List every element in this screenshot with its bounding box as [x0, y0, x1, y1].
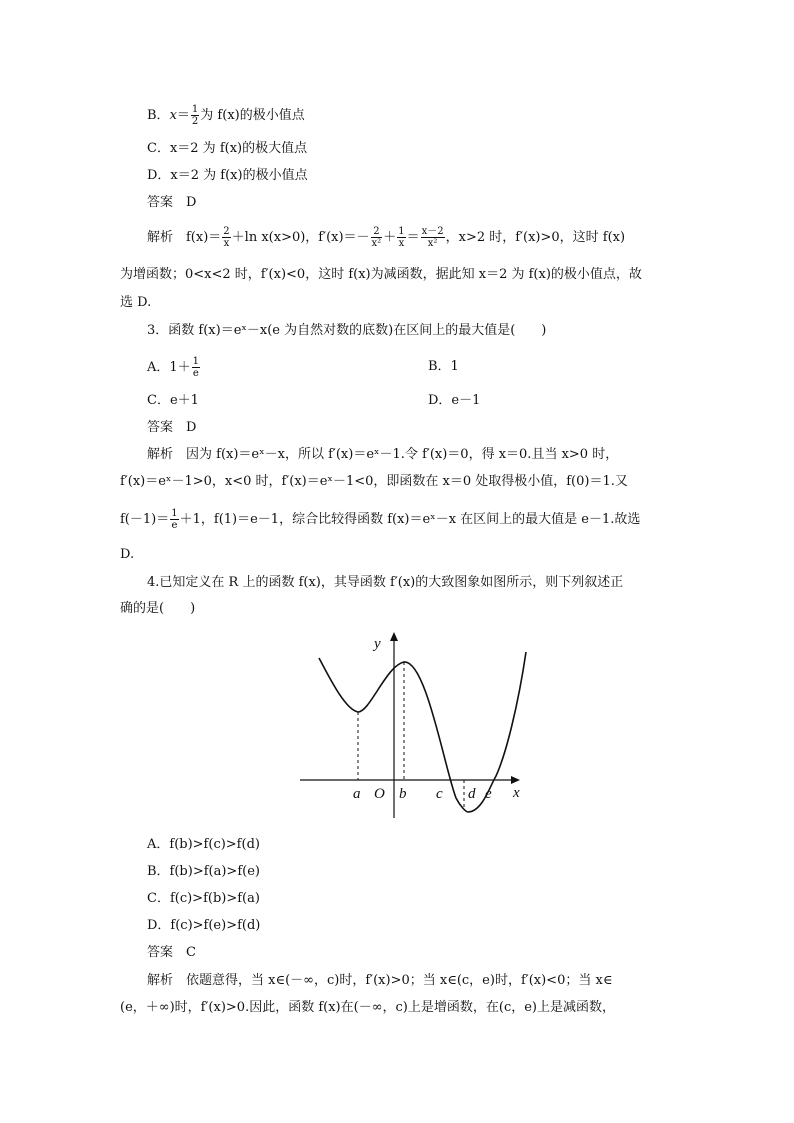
question-3: 3．函数 f(x)＝eˣ－x(e 为自然对数的底数)在区间上的最大值是( ) — [147, 323, 547, 338]
option-b-q2: B．x＝ $\frac{1}{2}$ 为 f(x)的极小值点 — [147, 104, 305, 127]
label-c: c — [436, 786, 443, 802]
solution-q4-line2: (e，＋∞)时，f′(x)>0.因此，函数 f(x)在(－∞，c)上是增函数，在(c，e)上是减函数， — [120, 1000, 615, 1015]
option-c-q2: C．x＝2 为 f(x)的极大值点 — [147, 141, 308, 156]
solution-q2-line3: 选 D. — [120, 295, 152, 310]
option-c-q4: C．f(c)>f(b)>f(a) — [147, 891, 260, 906]
option-a-q4: A．f(b)>f(c)>f(d) — [147, 837, 260, 852]
label-d: d — [468, 786, 476, 802]
derivative-curve — [319, 652, 526, 812]
option-d-q4: D．f(c)>f(e)>f(d) — [147, 918, 261, 933]
answer-q4: 答案 C — [147, 945, 196, 960]
derivative-graph-figure — [286, 626, 534, 822]
question-4-line1: 4.已知定义在 R 上的函数 f(x)，其导函数 f′(x)的大致图象如图所示，则下列叙述正 — [147, 575, 624, 590]
solution-q4-line1: 解析 依题意得，当 x∈(－∞，c)时，f′(x)>0；当 x∈(c，e)时，f′(x)<0；当 x∈ — [147, 973, 613, 988]
answer-q2: 答案 D — [147, 195, 197, 210]
solution-q3-line4: D. — [120, 547, 135, 562]
option-b-q4: B．f(b)>f(a)>f(e) — [147, 864, 260, 879]
label-x: x — [513, 785, 520, 801]
label-a: a — [353, 786, 361, 802]
derivative-graph — [286, 626, 534, 822]
label-origin: O — [374, 786, 385, 802]
option-a-q3: A．1＋ $\frac{1}{e}$ — [147, 356, 200, 379]
solution-q3-line3: f(－1)＝ $\frac{1}{e}$ ＋1，f(1)＝e－1，综合比较得函数 f(x)＝eˣ－x 在区间上的最大值是 e－1.故选 — [120, 508, 641, 531]
label-y: y — [374, 636, 381, 652]
solution-q2-line2: 为增函数；0<x<2 时，f′(x)<0，这时 f(x)为减函数，据此知 x＝2 为 f(x)的极小值点，故 — [120, 267, 642, 282]
answer-q3: 答案 D — [147, 420, 197, 435]
option-c-q3: C．e＋1 — [147, 393, 199, 408]
label-e: e — [485, 786, 492, 802]
question-4-line2: 确的是( ) — [120, 601, 196, 616]
label-b: b — [399, 786, 407, 802]
solution-q3-line1: 解析 因为 f(x)＝eˣ－x，所以 f′(x)＝eˣ－1.令 f′(x)＝0，得 x＝0.且当 x>0 时， — [147, 447, 619, 462]
option-d-q2: D．x＝2 为 f(x)的极小值点 — [147, 168, 308, 183]
option-b-q3: B．1 — [428, 359, 459, 374]
solution-q2-line1: 解析 f(x)＝ $\frac{2}{x}$ ＋ln x(x>0)，f′(x)＝－ $\frac{2}{\text{x²}}$ ＋ $\frac{1}{x}$ ＝ $\frac{x-2}{\text{x²}}$ ，x>2 时，f′(x)>0，这时 f(x) — [147, 226, 626, 249]
y-axis-arrow-icon — [390, 632, 398, 641]
x-axis-arrow-icon — [511, 776, 520, 784]
fraction: $\frac{1}{2}$ — [191, 104, 199, 127]
option-d-q3: D．e－1 — [428, 393, 481, 408]
solution-q3-line2: f′(x)＝eˣ－1>0，x<0 时，f′(x)＝eˣ－1<0，即函数在 x＝0 处取得极小值，f(0)＝1.又 — [120, 474, 628, 489]
